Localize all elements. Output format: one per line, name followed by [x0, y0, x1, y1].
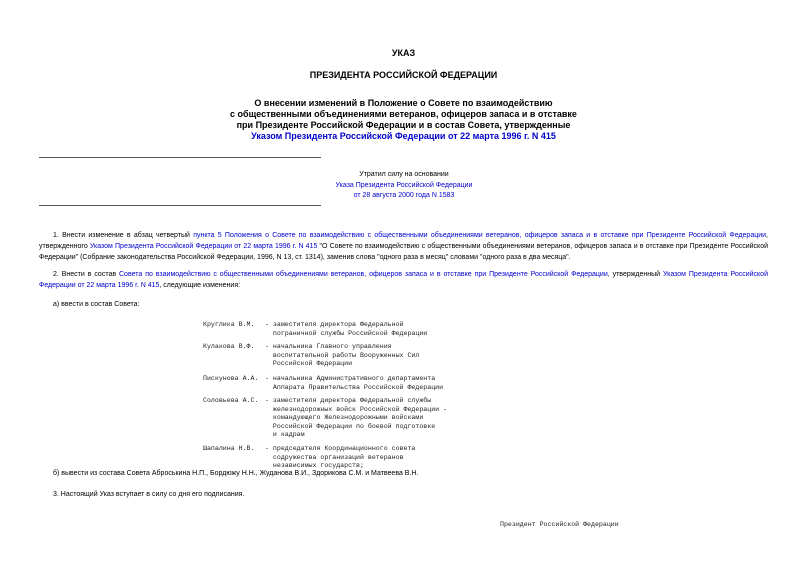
subject-line: с общественными объединениями ветеранов, офицеров запаса и в отставке: [230, 109, 577, 119]
paragraph-2-text: , следующие изменения:: [159, 282, 241, 289]
item-b: б) вывести из состава Совета Аброськина Н.П., Бордюжу Н.Н., Жуданова В.И., Здорикова С.М. и Матвеева В.Н.: [53, 470, 419, 477]
member-position: - начальника Главного управления воспитательной работы Вооруженных Сил Российской Федерации: [265, 343, 420, 368]
repeal-decree-link[interactable]: Указа Президента Российской Федерации: [335, 181, 473, 189]
paragraph-2-text: , утвержденный: [607, 271, 663, 278]
member-name: Соловьева А.С.: [203, 397, 259, 404]
status-note-text: Утратил силу на основании: [359, 171, 449, 178]
member-position: - заместителя директора Федеральной службы железнодорожных войск Российской Федерации - командующего Железнодорожными войсками Российской Федерации по боевой подготовке и кадрам: [265, 397, 448, 439]
member-position: - начальника Административного департамента Аппарата Правительства Российской Федерации: [265, 375, 444, 391]
paragraph-1-text: , утвержденного: [39, 232, 768, 250]
item-a: а) ввести в состав Совета:: [53, 301, 140, 308]
divider-top: [39, 157, 321, 158]
paragraph-1: [39, 230, 768, 263]
member-position: - председателя Координационного совета содружества организаций ветеранов независимых государств;: [265, 445, 416, 470]
member-name: Пискунова А.А.: [203, 375, 259, 382]
regulation-point-5-link[interactable]: пункта 5 Положения о Совете по взаимодействию с общественными объединениями ветеранов, офицеров запаса и в отставке при Президенте Российской Федерации: [193, 232, 767, 239]
status-note: [330, 170, 478, 202]
council-composition-link[interactable]: Совета по взаимодействию с общественными объединениями ветеранов, офицеров запаса и в отставке при Президенте Российской Федерации: [119, 271, 608, 278]
subject-line: О внесении изменений в Положение о Совете по взаимодействию: [254, 98, 553, 108]
paragraph-1-text: 1. Внести изменение в абзац четвертый: [53, 232, 194, 239]
document-subtitle: ПРЕЗИДЕНТА РОССИЙСКОЙ ФЕДЕРАЦИИ: [309, 70, 498, 80]
divider-bottom: [39, 205, 321, 206]
paragraph-1-text: "О Совете по взаимодействию с общественными объединениями ветеранов, офицеров запаса и в отставке при Президенте Российской Федерации" (Собрание законодательства Российской Федерации, 1996, N 13, ст. 1314), заменив слова "одного раза в месяц" словами "одного раза в два месяца".: [39, 243, 768, 261]
member-name: Кулакова В.Ф.: [203, 343, 255, 350]
repeal-decree-date-link[interactable]: от 28 августа 2000 года N 1583: [353, 192, 455, 199]
paragraph-2: [39, 269, 768, 291]
paragraph-2-text: 2. Внести в состав: [53, 271, 119, 278]
paragraph-3: 3. Настоящий Указ вступает в силу со дня его подписания.: [53, 491, 245, 498]
signature-line: Президент Российской Федерации: [500, 521, 619, 528]
subject-decree-link[interactable]: Указом Президента Российской Федерации от 22 марта 1996 г. N 415: [251, 131, 556, 141]
member-name: Круглика В.М.: [203, 321, 255, 328]
document-title: УКАЗ: [391, 48, 416, 58]
decree-415-link[interactable]: Указом Президента Российской Федерации от 22 марта 1996 г. N 415: [89, 243, 318, 250]
member-name: Шапалина Н.В.: [203, 445, 255, 452]
document-subject: [0, 98, 807, 142]
decree-415-link[interactable]: Указом Президента Российской Федерации от 22 марта 1996 г. N 415: [39, 271, 768, 289]
subject-line: при Президенте Российской Федерации и в состав Совета, утвержденные: [236, 120, 571, 130]
member-position: - заместителя директора Федеральной пограничной службы Российской Федерации: [265, 321, 428, 337]
